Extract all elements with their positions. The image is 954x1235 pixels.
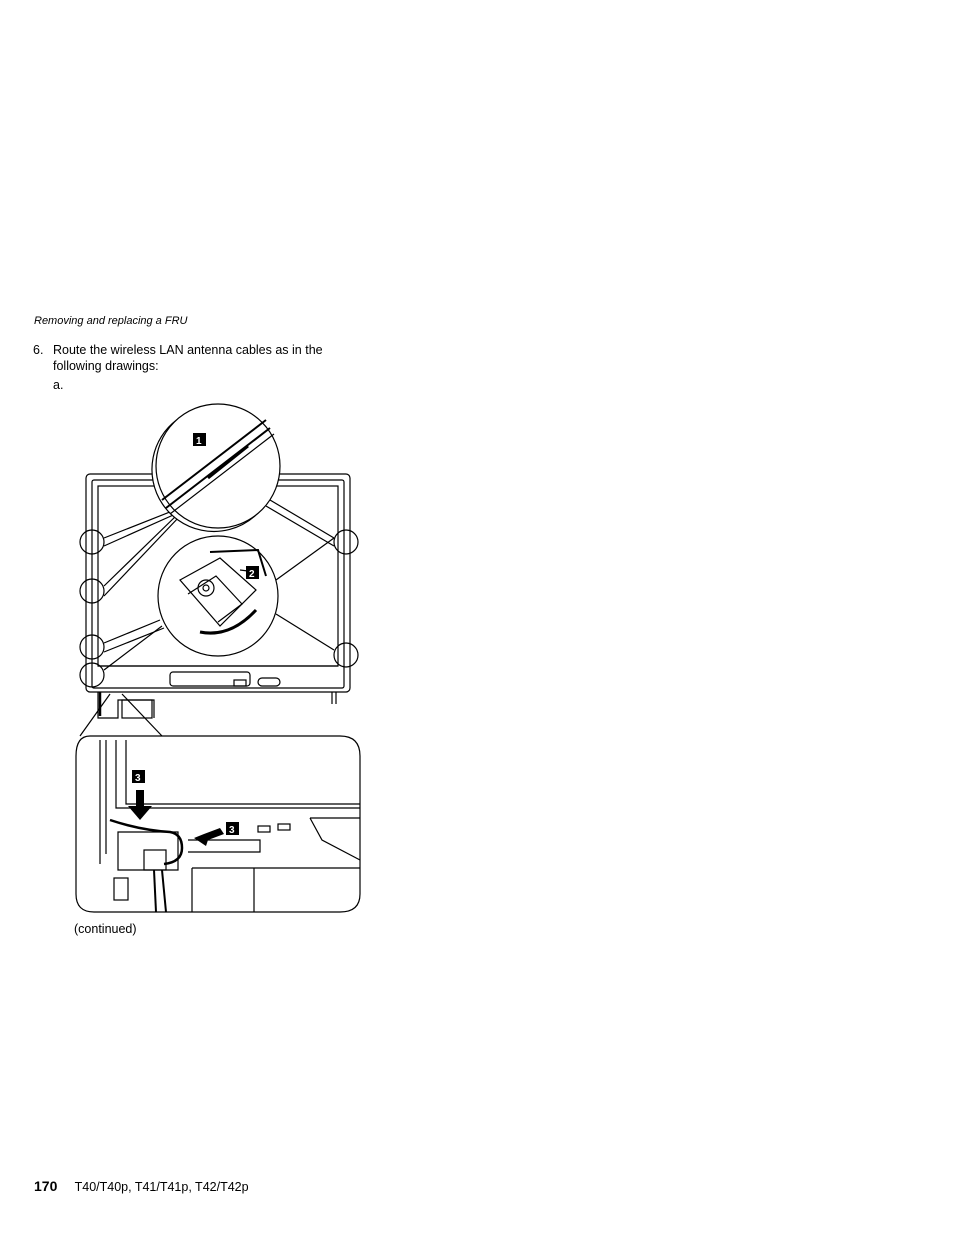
continued-note: (continued) [74, 922, 137, 936]
callout-3a: 3 [135, 773, 141, 784]
antenna-routing-figure [70, 400, 370, 920]
page-footer [34, 1178, 249, 1194]
footer-models: T40/T40p, T41/T41p, T42/T42p [74, 1180, 249, 1194]
callout-2: 2 [249, 569, 255, 580]
callout-1: 1 [196, 436, 202, 447]
callout-3b: 3 [229, 825, 235, 836]
step-text: Route the wireless LAN antenna cables as in the following drawings: [53, 343, 323, 373]
running-head: Removing and replacing a FRU [34, 315, 188, 327]
page-number: 170 [34, 1178, 58, 1194]
step-number: 6. [33, 343, 44, 357]
substep-label: a. [53, 378, 64, 392]
